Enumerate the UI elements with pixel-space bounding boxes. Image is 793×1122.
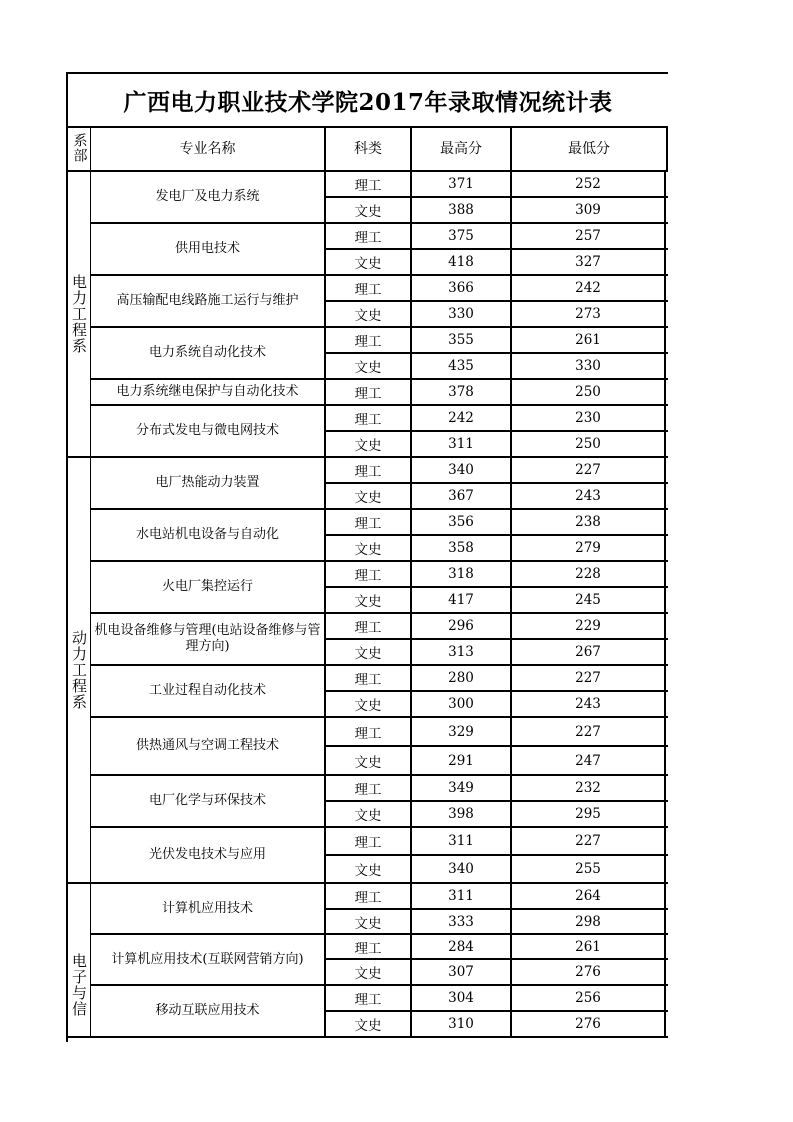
table-row (324, 910, 668, 935)
min-score-cell: 252 (510, 172, 666, 196)
category-cell: 理工 (324, 406, 410, 430)
category-cell: 理工 (324, 276, 410, 300)
table-row (324, 986, 668, 1012)
max-score-cell: 330 (410, 302, 510, 326)
table-row (324, 960, 668, 986)
min-score-cell: 228 (510, 562, 666, 586)
category-cell: 文史 (324, 354, 410, 378)
major-name-cell: 电厂热能动力装置 (90, 458, 324, 510)
min-score-cell: 264 (510, 884, 666, 908)
min-score-cell: 309 (510, 198, 666, 222)
table-row (324, 198, 668, 224)
max-score-cell: 311 (410, 828, 510, 854)
category-cell: 理工 (324, 666, 410, 690)
min-score-cell: 276 (510, 960, 666, 984)
table-row (324, 1012, 668, 1038)
min-score-cell: 247 (510, 747, 666, 774)
category-cell: 理工 (324, 510, 410, 534)
major-name-cell: 火电厂集控运行 (90, 562, 324, 614)
min-score-cell: 295 (510, 802, 666, 826)
table-row (324, 828, 668, 856)
major-name-cell: 计算机应用技术 (90, 884, 324, 935)
min-score-cell: 242 (510, 276, 666, 300)
min-score-cell: 232 (510, 776, 666, 800)
table-row (324, 484, 668, 510)
category-cell: 理工 (324, 935, 410, 958)
page-title: 广西电力职业技术学院2017年录取情况统计表 (68, 74, 668, 128)
department-name: 动力工程系 (70, 630, 88, 710)
table-row (324, 328, 668, 354)
min-score-cell: 229 (510, 614, 666, 638)
table-row (324, 406, 668, 432)
min-score-cell: 243 (510, 484, 666, 508)
major-name-cell: 分布式发电与微电网技术 (90, 406, 324, 458)
max-score-cell: 340 (410, 458, 510, 482)
table-row (324, 354, 668, 380)
category-cell: 文史 (324, 432, 410, 456)
table-row (324, 640, 668, 666)
major-name-cell: 供热通风与空调工程技术 (90, 718, 324, 776)
max-score-cell: 291 (410, 747, 510, 774)
category-cell: 理工 (324, 380, 410, 404)
table-row (324, 536, 668, 562)
department-name: 电力工程系 (70, 274, 88, 354)
max-score-cell: 435 (410, 354, 510, 378)
category-cell: 理工 (324, 224, 410, 248)
category-cell: 文史 (324, 536, 410, 560)
category-cell: 文史 (324, 484, 410, 508)
category-cell: 文史 (324, 802, 410, 826)
major-name-cell: 电力系统自动化技术 (90, 328, 324, 380)
max-score-cell: 349 (410, 776, 510, 800)
min-score-cell: 227 (510, 458, 666, 482)
category-cell: 文史 (324, 856, 410, 882)
header-category: 科类 (354, 141, 382, 157)
max-score-cell: 307 (410, 960, 510, 984)
min-score-cell: 227 (510, 666, 666, 690)
min-score-cell: 255 (510, 856, 666, 882)
table-row (324, 856, 668, 884)
max-score-cell: 242 (410, 406, 510, 430)
table-row (324, 614, 668, 640)
max-score-cell: 280 (410, 666, 510, 690)
max-score-cell: 310 (410, 1012, 510, 1036)
table-row (324, 562, 668, 588)
max-score-cell: 329 (410, 718, 510, 745)
major-name-cell: 电力系统继电保护与自动化技术 (90, 380, 324, 406)
min-score-cell: 261 (510, 935, 666, 958)
max-score-cell: 300 (410, 692, 510, 716)
table-row (324, 802, 668, 828)
department-name: 电子与信 (70, 953, 88, 1017)
min-score-cell: 276 (510, 1012, 666, 1036)
category-cell: 理工 (324, 172, 410, 196)
category-cell: 文史 (324, 250, 410, 274)
category-cell: 理工 (324, 986, 410, 1010)
table-row (324, 224, 668, 250)
table-row (324, 510, 668, 536)
category-cell: 文史 (324, 1012, 410, 1036)
min-score-cell: 227 (510, 718, 666, 745)
min-score-cell: 273 (510, 302, 666, 326)
major-name-cell: 高压输配电线路施工运行与维护 (90, 276, 324, 328)
category-cell: 理工 (324, 328, 410, 352)
table-row (324, 718, 668, 747)
header-dept (68, 126, 90, 170)
table-row (324, 302, 668, 328)
table-row (324, 666, 668, 692)
header-min: 最低分 (568, 141, 610, 157)
max-score-cell: 366 (410, 276, 510, 300)
max-score-cell: 388 (410, 198, 510, 222)
max-score-cell: 318 (410, 562, 510, 586)
max-score-cell: 371 (410, 172, 510, 196)
min-score-cell: 250 (510, 380, 666, 404)
max-score-cell: 358 (410, 536, 510, 560)
min-score-cell: 330 (510, 354, 666, 378)
category-cell: 文史 (324, 640, 410, 664)
min-score-cell: 230 (510, 406, 666, 430)
table-row (324, 588, 668, 614)
table-row (324, 884, 668, 910)
major-name-cell: 计算机应用技术(互联网营销方向) (90, 935, 324, 986)
department-cell (68, 172, 90, 458)
min-score-cell: 245 (510, 588, 666, 612)
max-score-cell: 333 (410, 910, 510, 933)
max-score-cell: 367 (410, 484, 510, 508)
table-row (324, 380, 668, 406)
max-score-cell: 417 (410, 588, 510, 612)
major-name-cell: 发电厂及电力系统 (90, 172, 324, 224)
table-row (324, 172, 668, 198)
min-score-cell: 298 (510, 910, 666, 933)
header-divider (666, 126, 668, 170)
max-score-cell: 356 (410, 510, 510, 534)
min-score-cell: 327 (510, 250, 666, 274)
min-score-cell: 279 (510, 536, 666, 560)
category-cell: 理工 (324, 884, 410, 908)
header-max: 最高分 (440, 141, 482, 157)
max-score-cell: 378 (410, 380, 510, 404)
major-name-cell: 水电站机电设备与自动化 (90, 510, 324, 562)
max-score-cell: 311 (410, 884, 510, 908)
header-major: 专业名称 (179, 141, 236, 157)
major-name-cell: 移动互联应用技术 (90, 986, 324, 1038)
category-cell: 理工 (324, 718, 410, 745)
category-cell: 文史 (324, 747, 410, 774)
department-cell (68, 458, 90, 884)
major-name-cell: 供用电技术 (90, 224, 324, 276)
category-cell: 理工 (324, 458, 410, 482)
category-cell: 理工 (324, 614, 410, 638)
table-row (324, 692, 668, 718)
category-cell: 文史 (324, 960, 410, 984)
max-score-cell: 375 (410, 224, 510, 248)
max-score-cell: 398 (410, 802, 510, 826)
max-score-cell: 313 (410, 640, 510, 664)
major-name-cell: 工业过程自动化技术 (90, 666, 324, 718)
category-cell: 文史 (324, 692, 410, 716)
max-score-cell: 418 (410, 250, 510, 274)
category-cell: 文史 (324, 198, 410, 222)
min-score-cell: 243 (510, 692, 666, 716)
max-score-cell: 355 (410, 328, 510, 352)
max-score-cell: 311 (410, 432, 510, 456)
category-cell: 理工 (324, 562, 410, 586)
category-cell: 文史 (324, 302, 410, 326)
major-name-cell: 光伏发电技术与应用 (90, 828, 324, 884)
max-score-cell: 340 (410, 856, 510, 882)
admission-table (66, 72, 668, 1042)
min-score-cell: 256 (510, 986, 666, 1010)
min-score-cell: 261 (510, 328, 666, 352)
table-row (324, 432, 668, 458)
major-name-cell: 电厂化学与环保技术 (90, 776, 324, 828)
min-score-cell: 238 (510, 510, 666, 534)
min-score-cell: 227 (510, 828, 666, 854)
table-row (324, 935, 668, 960)
min-score-cell: 257 (510, 224, 666, 248)
table-row (324, 747, 668, 776)
category-cell: 理工 (324, 828, 410, 854)
table-header (68, 126, 668, 172)
table-row (324, 250, 668, 276)
category-cell: 文史 (324, 588, 410, 612)
min-score-cell: 250 (510, 432, 666, 456)
table-body (68, 172, 668, 1042)
max-score-cell: 284 (410, 935, 510, 958)
department-cell (68, 884, 90, 1038)
table-row (324, 458, 668, 484)
max-score-cell: 296 (410, 614, 510, 638)
header-dept-label: 系部 (71, 133, 88, 163)
max-score-cell: 304 (410, 986, 510, 1010)
table-row (324, 776, 668, 802)
category-cell: 文史 (324, 910, 410, 933)
category-cell: 理工 (324, 776, 410, 800)
table-row (324, 276, 668, 302)
min-score-cell: 267 (510, 640, 666, 664)
major-name-cell: 机电设备维修与管理(电站设备维修与管理方向) (90, 614, 324, 666)
